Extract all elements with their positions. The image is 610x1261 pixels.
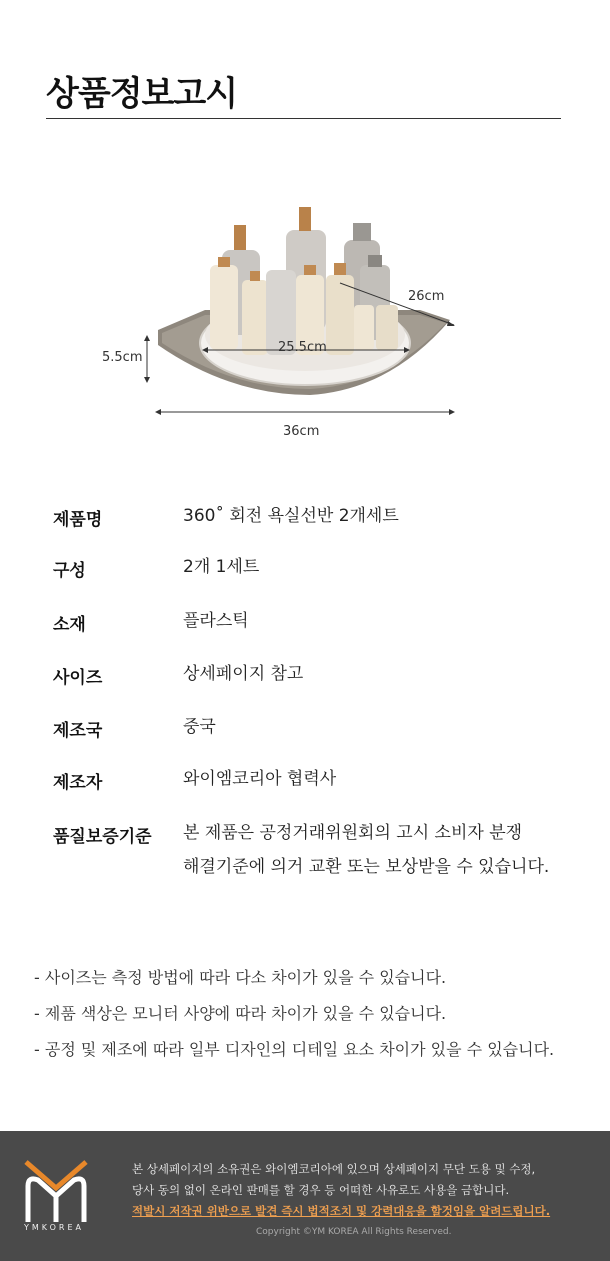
spec-key: 구성 xyxy=(53,561,86,581)
spec-key: 소재 xyxy=(53,615,86,635)
footer-notice-line2: 당사 동의 없이 온라인 판매를 할 경우 등 어떠한 사유로도 사용을 금합니다. xyxy=(132,1183,510,1197)
spec-key: 제품명 xyxy=(53,510,103,530)
dimension-width-label: 36cm xyxy=(283,424,320,439)
spec-value: 360˚ 회전 욕실선반 2개세트 xyxy=(183,506,399,526)
spec-value-line2: 해결기준에 의거 교환 또는 보상받을 수 있습니다. xyxy=(183,857,550,877)
spec-key: 제조국 xyxy=(53,721,103,741)
spec-key: 제조자 xyxy=(53,773,103,793)
footer-notice-line1: 본 상세페이지의 소유권은 와이엠코리아에 있으며 상세페이지 무단 도용 및 수정, xyxy=(132,1162,536,1176)
spec-value: 플라스틱 xyxy=(183,611,249,631)
note-item: - 제품 색상은 모니터 사양에 따라 차이가 있을 수 있습니다. xyxy=(34,1004,447,1023)
note-item: - 사이즈는 측정 방법에 따라 다소 차이가 있을 수 있습니다. xyxy=(34,968,447,987)
spec-key: 품질보증기준 xyxy=(53,827,152,847)
notes-list xyxy=(34,960,554,1068)
title-divider xyxy=(46,118,561,119)
footer-warning: 적발시 저작권 위반으로 발견 즉시 법적조치 및 강력대응을 할것임을 알려드립니다. xyxy=(132,1204,551,1218)
spec-value: 중국 xyxy=(183,717,216,737)
corner-shelf-illustration xyxy=(90,195,510,445)
spec-value: 본 제품은 공정거래위원회의 고시 소비자 분쟁 xyxy=(183,823,523,843)
copyright-footer xyxy=(0,1131,610,1261)
product-image xyxy=(90,195,510,445)
note-item: - 공정 및 제조에 따라 일부 디자인의 디테일 요소 차이가 있을 수 있습니다. xyxy=(34,1040,555,1059)
logo-text: YMKOREA xyxy=(24,1223,84,1232)
page-title: 상품정보고시 xyxy=(46,74,238,114)
copyright-text: Copyright ©YM KOREA All Rights Reserved. xyxy=(256,1227,452,1237)
dimension-depth-label: 26cm xyxy=(408,289,445,304)
ym-logo-icon xyxy=(22,1158,90,1224)
spec-value: 상세페이지 참고 xyxy=(183,664,304,684)
spec-key: 사이즈 xyxy=(53,668,103,688)
spec-value: 2개 1세트 xyxy=(183,557,260,577)
dimension-height-label: 5.5cm xyxy=(102,350,143,365)
dimension-inner-label: 25.5cm xyxy=(278,340,327,355)
spec-value: 와이엠코리아 협력사 xyxy=(183,769,337,789)
